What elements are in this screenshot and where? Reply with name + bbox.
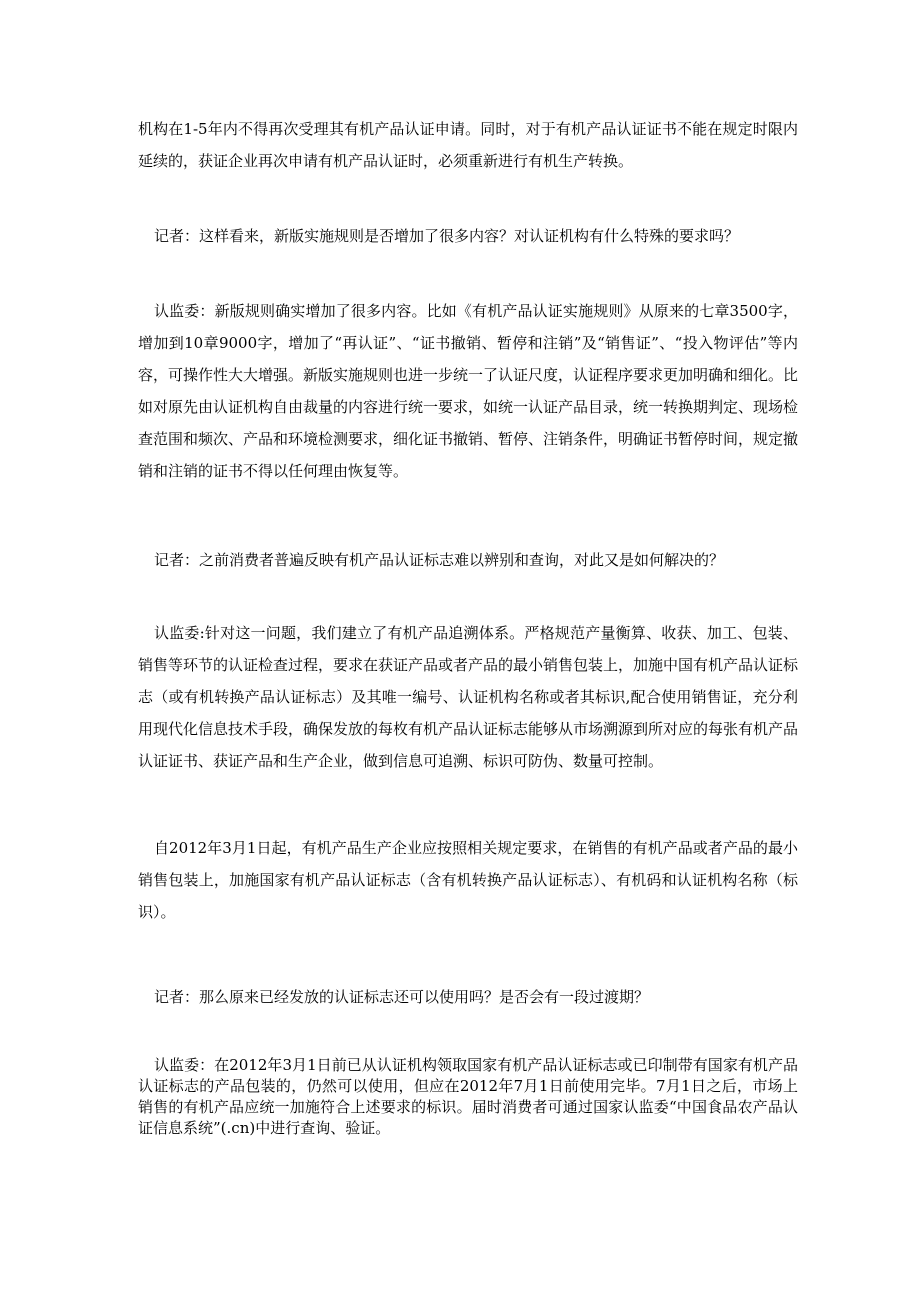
paragraph-cnca-answer-1: 认监委：新版规则确实增加了很多内容。比如《有机产品认证实施规则》从原来的七章3500字，增加到10章9000字，增加了“再认证”、“证书撤销、暂停和注销”及“销售证”、“投入物评估”等内容，可操作性大大增强。新版实施规则也进一步统一了认证尺度，认证程序要求更加明确和细化。比如对原先由认证机构自由裁量的内容进行统一要求，如统一认证产品目录，统一转换期判定、现场检查范围和频次、产品和环境检测要求，细化证书撤销、暂停、注销条件，明确证书暂停时间，规定撤销和注销的证书不得以任何理由恢复等。 — [138, 302, 799, 480]
paragraph-cnca-answer-3: 认监委：在2012年3月1日前已从认证机构领取国家有机产品认证标志或已印制带有国家有机产品认证标志的产品包装的，仍然可以使用，但应在2012年7月1日前使用完毕。7月1日之后，市场上销售的有机产品应统一加施符合上述要求的标识。届时消费者可通过国家认监委“中国食品农产品认证信息系统”(.cn)中进行查询、验证。 — [138, 1056, 798, 1137]
paragraph-reporter-question-2: 记者：之前消费者普遍反映有机产品认证标志难以辨别和查询，对此又是如何解决的？ — [154, 551, 725, 569]
paragraph-label-requirement: 自2012年3月1日起，有机产品生产企业应按照相关规定要求，在销售的有机产品或者产品的最小销售包装上，加施国家有机产品认证标志（含有机转换产品认证标志）、有机码和认证机构名称（标识）。 — [138, 839, 798, 921]
paragraph-continuation: 机构在1-5年内不得再次受理其有机产品认证申请。同时，对于有机产品认证证书不能在规定时限内延续的，获证企业再次申请有机产品认证时，必须重新进行有机生产转换。 — [138, 120, 798, 170]
paragraph-reporter-question-3: 记者：那么原来已经发放的认证标志还可以使用吗？是否会有一段过渡期？ — [154, 988, 650, 1006]
paragraph-cnca-answer-2: 认监委:针对这一问题，我们建立了有机产品追溯体系。严格规范产量衡算、收获、加工、包装、销售等环节的认证检查过程，要求在获证产品或者产品的最小销售包装上，加施中国有机产品认证标志（或有机转换产品认证标志）及其唯一编号、认证机构名称或者其标识,配合使用销售证，充分利用现代化信息技术手段，确保发放的每枚有机产品认证标志能够从市场溯源到所对应的每张有机产品认证证书、获证产品和生产企业，做到信息可追溯、标识可防伪、数量可控制。 — [138, 624, 799, 770]
paragraph-reporter-question-1: 记者：这样看来，新版实施规则是否增加了很多内容？对认证机构有什么特殊的要求吗？ — [154, 227, 740, 245]
